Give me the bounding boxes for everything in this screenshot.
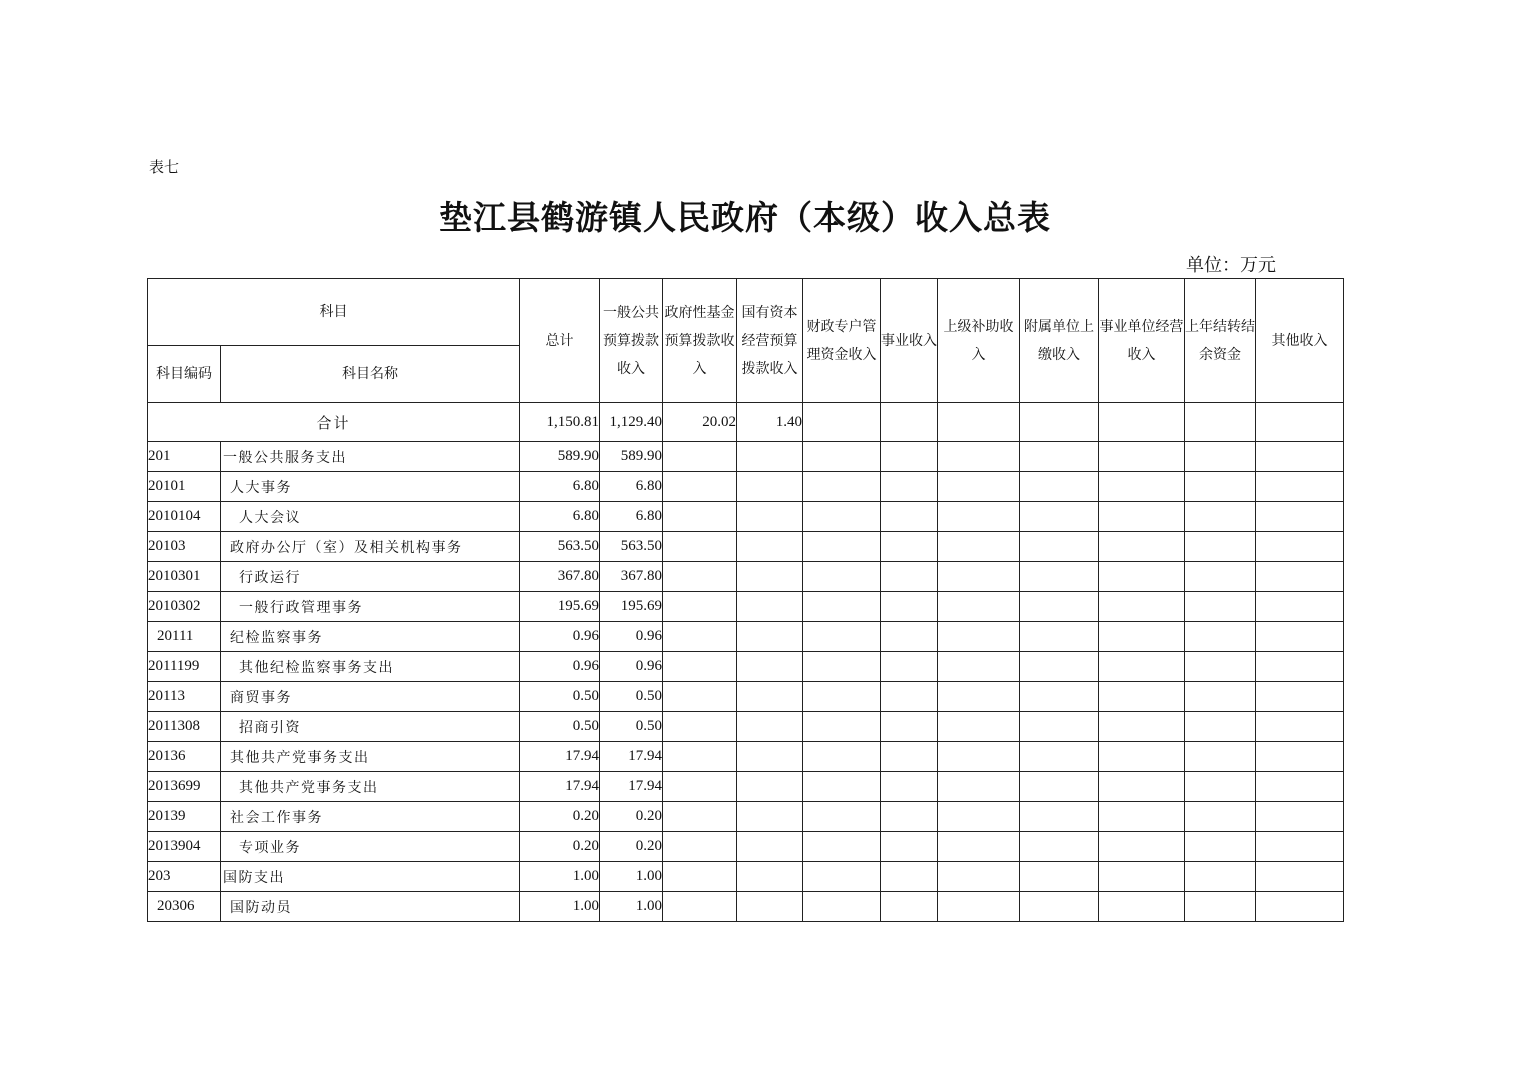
empty-cell	[1020, 832, 1099, 862]
empty-cell	[663, 772, 737, 802]
subject-code-cell: 20136	[148, 742, 221, 772]
total-cell: 0.20	[520, 832, 600, 862]
empty-cell	[663, 442, 737, 472]
empty-cell	[938, 562, 1020, 592]
empty-cell	[938, 532, 1020, 562]
empty-cell	[1020, 892, 1099, 922]
empty-cell	[737, 682, 803, 712]
subject-name-cell: 国防动员	[221, 892, 520, 922]
empty-cell	[881, 403, 938, 442]
subject-name-cell: 政府办公厅（室）及相关机构事务	[221, 532, 520, 562]
general-budget-cell: 0.96	[600, 622, 663, 652]
total-cell: 367.80	[520, 562, 600, 592]
empty-cell	[1099, 772, 1185, 802]
empty-cell	[803, 712, 881, 742]
empty-cell	[803, 502, 881, 532]
empty-cell	[881, 802, 938, 832]
subject-code-cell: 2013699	[148, 772, 221, 802]
empty-cell	[881, 562, 938, 592]
empty-cell	[803, 772, 881, 802]
empty-cell	[938, 682, 1020, 712]
empty-cell	[663, 892, 737, 922]
empty-cell	[1256, 862, 1344, 892]
total-cell: 589.90	[520, 442, 600, 472]
general-budget-cell: 17.94	[600, 772, 663, 802]
empty-cell	[803, 442, 881, 472]
empty-cell	[1020, 592, 1099, 622]
empty-cell	[1099, 472, 1185, 502]
header-subject: 科目	[148, 279, 520, 346]
table-row	[148, 832, 1344, 862]
empty-cell	[1099, 712, 1185, 742]
gov-fund-cell: 20.02	[663, 403, 737, 442]
subject-name-cell: 人大会议	[221, 502, 520, 532]
header-code: 科目编码	[148, 346, 221, 403]
subject-name-cell: 其他纪检监察事务支出	[221, 652, 520, 682]
general-budget-cell: 0.50	[600, 682, 663, 712]
empty-cell	[1185, 862, 1256, 892]
subject-name-cell: 招商引资	[221, 712, 520, 742]
empty-cell	[663, 712, 737, 742]
unit-label: 单位：万元	[1186, 255, 1276, 276]
empty-cell	[938, 862, 1020, 892]
empty-cell	[1020, 742, 1099, 772]
subject-name-cell: 纪检监察事务	[221, 622, 520, 652]
table-row	[148, 562, 1344, 592]
total-cell: 0.96	[520, 622, 600, 652]
subject-code-cell: 2013904	[148, 832, 221, 862]
total-cell: 0.96	[520, 652, 600, 682]
empty-cell	[663, 832, 737, 862]
subject-code-cell: 20111	[148, 622, 221, 652]
empty-cell	[663, 682, 737, 712]
total-cell: 0.50	[520, 712, 600, 742]
data-rows	[148, 442, 1344, 922]
empty-cell	[938, 742, 1020, 772]
empty-cell	[881, 442, 938, 472]
table-row	[148, 592, 1344, 622]
empty-cell	[881, 862, 938, 892]
empty-cell	[881, 652, 938, 682]
header-carryover: 上年结转结余资金	[1185, 279, 1256, 403]
table-row	[148, 472, 1344, 502]
empty-cell	[1185, 892, 1256, 922]
empty-cell	[1099, 802, 1185, 832]
empty-cell	[737, 712, 803, 742]
empty-cell	[1256, 712, 1344, 742]
empty-cell	[1185, 622, 1256, 652]
empty-cell	[663, 472, 737, 502]
empty-cell	[1020, 472, 1099, 502]
table-row	[148, 742, 1344, 772]
empty-cell	[938, 403, 1020, 442]
empty-cell	[663, 742, 737, 772]
empty-cell	[1185, 403, 1256, 442]
empty-cell	[737, 562, 803, 592]
subject-code-cell: 2010301	[148, 562, 221, 592]
empty-cell	[737, 772, 803, 802]
empty-cell	[803, 562, 881, 592]
subject-name-cell: 国防支出	[221, 862, 520, 892]
empty-cell	[881, 592, 938, 622]
empty-cell	[1020, 772, 1099, 802]
total-cell: 1.00	[520, 862, 600, 892]
subject-name-cell: 社会工作事务	[221, 802, 520, 832]
header-name: 科目名称	[221, 346, 520, 403]
subject-name-cell: 商贸事务	[221, 682, 520, 712]
empty-cell	[1099, 532, 1185, 562]
subject-code-cell: 20139	[148, 802, 221, 832]
empty-cell	[663, 622, 737, 652]
subject-name-cell: 人大事务	[221, 472, 520, 502]
empty-cell	[938, 892, 1020, 922]
total-cell: 1,150.81	[520, 403, 600, 442]
header-fiscal-special: 财政专户管理资金收入	[803, 279, 881, 403]
empty-cell	[1099, 562, 1185, 592]
empty-cell	[1256, 832, 1344, 862]
empty-cell	[938, 802, 1020, 832]
empty-cell	[1020, 712, 1099, 742]
empty-cell	[938, 442, 1020, 472]
empty-cell	[737, 862, 803, 892]
empty-cell	[1256, 622, 1344, 652]
subject-name-cell: 一般公共服务支出	[221, 442, 520, 472]
subject-code-cell: 201	[148, 442, 221, 472]
general-budget-cell: 1,129.40	[600, 403, 663, 442]
header-total: 总计	[520, 279, 600, 403]
subject-code-cell: 203	[148, 862, 221, 892]
empty-cell	[1256, 742, 1344, 772]
empty-cell	[803, 832, 881, 862]
empty-cell	[737, 832, 803, 862]
empty-cell	[881, 622, 938, 652]
income-summary-table	[147, 278, 1344, 922]
general-budget-cell: 0.96	[600, 652, 663, 682]
subject-code-cell: 2011308	[148, 712, 221, 742]
empty-cell	[803, 592, 881, 622]
empty-cell	[1020, 502, 1099, 532]
total-cell: 17.94	[520, 772, 600, 802]
total-cell: 563.50	[520, 532, 600, 562]
empty-cell	[663, 652, 737, 682]
empty-cell	[803, 403, 881, 442]
empty-cell	[1020, 652, 1099, 682]
empty-cell	[1185, 502, 1256, 532]
subject-code-cell: 2010302	[148, 592, 221, 622]
empty-cell	[663, 802, 737, 832]
empty-cell	[938, 652, 1020, 682]
empty-cell	[1185, 802, 1256, 832]
empty-cell	[1099, 403, 1185, 442]
empty-cell	[803, 472, 881, 502]
empty-cell	[663, 532, 737, 562]
empty-cell	[881, 832, 938, 862]
empty-cell	[881, 532, 938, 562]
empty-cell	[737, 592, 803, 622]
header-operating: 事业单位经营收入	[1099, 279, 1185, 403]
general-budget-cell: 6.80	[600, 472, 663, 502]
empty-cell	[1256, 802, 1344, 832]
empty-cell	[737, 532, 803, 562]
table-row	[148, 682, 1344, 712]
empty-cell	[1185, 562, 1256, 592]
table-row	[148, 802, 1344, 832]
total-label: 合计	[148, 403, 520, 442]
empty-cell	[663, 502, 737, 532]
header-other: 其他收入	[1256, 279, 1344, 403]
empty-cell	[881, 892, 938, 922]
empty-cell	[1185, 772, 1256, 802]
general-budget-cell: 17.94	[600, 742, 663, 772]
empty-cell	[803, 652, 881, 682]
empty-cell	[1020, 532, 1099, 562]
empty-cell	[1185, 712, 1256, 742]
total-cell: 1.00	[520, 892, 600, 922]
general-budget-cell: 0.50	[600, 712, 663, 742]
empty-cell	[663, 862, 737, 892]
header-affiliated: 附属单位上缴收入	[1020, 279, 1099, 403]
general-budget-cell: 1.00	[600, 862, 663, 892]
empty-cell	[1020, 622, 1099, 652]
table-row	[148, 442, 1344, 472]
general-budget-cell: 563.50	[600, 532, 663, 562]
empty-cell	[803, 862, 881, 892]
subject-code-cell: 20103	[148, 532, 221, 562]
empty-cell	[938, 772, 1020, 802]
empty-cell	[737, 442, 803, 472]
subject-code-cell: 2011199	[148, 652, 221, 682]
empty-cell	[1256, 502, 1344, 532]
empty-cell	[938, 502, 1020, 532]
total-cell: 6.80	[520, 502, 600, 532]
empty-cell	[1099, 682, 1185, 712]
subject-name-cell: 其他共产党事务支出	[221, 742, 520, 772]
empty-cell	[1185, 472, 1256, 502]
empty-cell	[938, 622, 1020, 652]
table-row	[148, 502, 1344, 532]
empty-cell	[1020, 562, 1099, 592]
empty-cell	[737, 502, 803, 532]
general-budget-cell: 0.20	[600, 832, 663, 862]
empty-cell	[737, 652, 803, 682]
empty-cell	[938, 472, 1020, 502]
total-cell: 6.80	[520, 472, 600, 502]
subject-code-cell: 20306	[148, 892, 221, 922]
empty-cell	[1256, 442, 1344, 472]
empty-cell	[1099, 862, 1185, 892]
empty-cell	[1099, 742, 1185, 772]
empty-cell	[1256, 592, 1344, 622]
empty-cell	[1185, 532, 1256, 562]
empty-cell	[737, 622, 803, 652]
empty-cell	[1256, 472, 1344, 502]
subject-code-cell: 20101	[148, 472, 221, 502]
empty-cell	[1256, 403, 1344, 442]
general-budget-cell: 589.90	[600, 442, 663, 472]
empty-cell	[881, 772, 938, 802]
empty-cell	[1099, 892, 1185, 922]
total-cell: 0.20	[520, 802, 600, 832]
empty-cell	[1185, 742, 1256, 772]
subject-code-cell: 20113	[148, 682, 221, 712]
empty-cell	[1185, 832, 1256, 862]
empty-cell	[1256, 772, 1344, 802]
header-state-capital: 国有资本经营预算拨款收入	[737, 279, 803, 403]
empty-cell	[1099, 652, 1185, 682]
table-label: 表七	[149, 158, 180, 176]
header-superior-subsidy: 上级补助收入	[938, 279, 1020, 403]
empty-cell	[1256, 562, 1344, 592]
empty-cell	[881, 502, 938, 532]
empty-cell	[737, 472, 803, 502]
empty-cell	[1185, 682, 1256, 712]
page-title: 垫江县鹤游镇人民政府（本级）收入总表	[439, 198, 1051, 237]
empty-cell	[1020, 862, 1099, 892]
subject-code-cell: 2010104	[148, 502, 221, 532]
header-row-1	[148, 279, 1344, 346]
empty-cell	[1099, 592, 1185, 622]
empty-cell	[663, 592, 737, 622]
header-general-budget: 一般公共预算拨款收入	[600, 279, 663, 403]
table-row	[148, 892, 1344, 922]
empty-cell	[1256, 892, 1344, 922]
general-budget-cell: 195.69	[600, 592, 663, 622]
empty-cell	[803, 622, 881, 652]
empty-cell	[938, 592, 1020, 622]
empty-cell	[803, 682, 881, 712]
empty-cell	[1099, 622, 1185, 652]
table-row	[148, 532, 1344, 562]
empty-cell	[1020, 442, 1099, 472]
empty-cell	[938, 712, 1020, 742]
general-budget-cell: 6.80	[600, 502, 663, 532]
empty-cell	[881, 712, 938, 742]
empty-cell	[1256, 682, 1344, 712]
general-budget-cell: 367.80	[600, 562, 663, 592]
empty-cell	[803, 802, 881, 832]
empty-cell	[881, 682, 938, 712]
empty-cell	[1099, 442, 1185, 472]
table-row	[148, 862, 1344, 892]
empty-cell	[737, 742, 803, 772]
table-row	[148, 622, 1344, 652]
total-cell: 0.50	[520, 682, 600, 712]
total-cell: 17.94	[520, 742, 600, 772]
header-business: 事业收入	[881, 279, 938, 403]
general-budget-cell: 1.00	[600, 892, 663, 922]
empty-cell	[1099, 502, 1185, 532]
empty-cell	[663, 562, 737, 592]
empty-cell	[1256, 652, 1344, 682]
subject-name-cell: 专项业务	[221, 832, 520, 862]
empty-cell	[881, 742, 938, 772]
header-gov-fund: 政府性基金预算拨款收入	[663, 279, 737, 403]
total-row	[148, 403, 1344, 442]
state-capital-cell: 1.40	[737, 403, 803, 442]
empty-cell	[1185, 652, 1256, 682]
empty-cell	[938, 832, 1020, 862]
empty-cell	[1185, 592, 1256, 622]
empty-cell	[1020, 403, 1099, 442]
empty-cell	[1020, 802, 1099, 832]
empty-cell	[1099, 832, 1185, 862]
empty-cell	[737, 802, 803, 832]
subject-name-cell: 行政运行	[221, 562, 520, 592]
subject-name-cell: 其他共产党事务支出	[221, 772, 520, 802]
empty-cell	[803, 742, 881, 772]
subject-name-cell: 一般行政管理事务	[221, 592, 520, 622]
empty-cell	[1185, 442, 1256, 472]
table-row	[148, 652, 1344, 682]
empty-cell	[1256, 532, 1344, 562]
total-cell: 195.69	[520, 592, 600, 622]
table-row	[148, 772, 1344, 802]
table-row	[148, 712, 1344, 742]
empty-cell	[803, 532, 881, 562]
empty-cell	[881, 472, 938, 502]
empty-cell	[737, 892, 803, 922]
empty-cell	[1020, 682, 1099, 712]
general-budget-cell: 0.20	[600, 802, 663, 832]
empty-cell	[803, 892, 881, 922]
